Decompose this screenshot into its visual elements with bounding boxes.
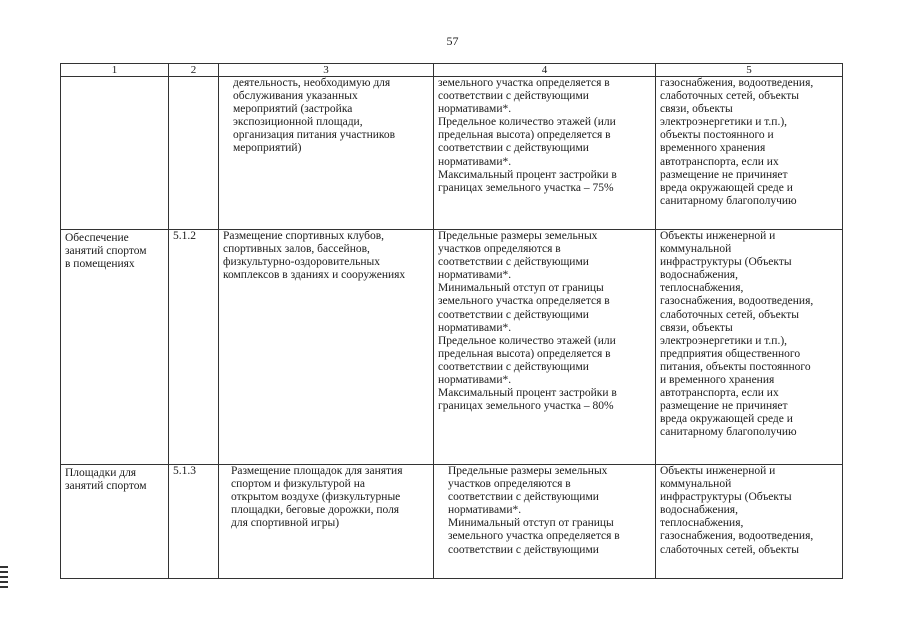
cell-text-line: деятельность, необходимую для [233, 77, 391, 89]
cell-text-line: теплоснабжения, [660, 517, 744, 530]
header-row [61, 64, 843, 77]
cell-text-line: Объекты инженерной и [660, 230, 776, 242]
cell-text-line: электроэнергетики и т.п.), [660, 116, 788, 129]
cell-text-line: связи, объекты [660, 321, 733, 334]
cell-text-line: Предельное количество этажей (или [438, 116, 616, 129]
use-code-cell [169, 230, 219, 465]
cell-text-line: слаботочных сетей, объекты [660, 543, 799, 556]
cell-text-line: Обеспечение [65, 232, 129, 244]
parameters-cell [434, 230, 656, 465]
cell-text-line: физкультурно-оздоровительных [223, 256, 380, 269]
cell-text-line: занятий спортом [65, 480, 147, 493]
table-row [61, 230, 843, 465]
cell-text-line: соответствии с действующими [438, 308, 589, 321]
cell-text-line: открытом воздухе (физкультурные [231, 491, 401, 504]
cell-text-line: земельного участка определяется в [438, 295, 610, 308]
cell-text-line: экспозиционной площади, [233, 116, 363, 129]
cell-text-line: объекты постоянного и [660, 129, 774, 142]
cell-text-line: Минимальный отступ от границы [438, 282, 604, 295]
cell-text-line: соответствии с действующими [448, 543, 599, 556]
cell-text-line: связи, объекты [660, 103, 733, 116]
cell-text-line: автотранспорта, если их [660, 155, 779, 168]
cell-text-line: границах земельного участка – 80% [438, 400, 614, 413]
cell-text-line: вреда окружающей среде и [660, 181, 793, 194]
table-row [61, 465, 843, 579]
cell-text-line: нормативами*. [448, 504, 522, 517]
cell-text-line: Размещение спортивных клубов, [223, 230, 385, 242]
cell-text-line: границах земельного участка – 75% [438, 181, 614, 194]
cell-text-line: занятий спортом [65, 245, 147, 258]
cell-text-line: площадки, беговые дорожки, поля [231, 504, 400, 517]
cell-text-line: и временного хранения [660, 374, 775, 387]
cell-text-line: в помещениях [65, 258, 135, 271]
column-header-5: 5 [656, 64, 843, 77]
cell-text-line: слаботочных сетей, объекты [660, 308, 799, 321]
use-description-cell [219, 465, 434, 579]
cell-text-line: мероприятий) [233, 142, 302, 155]
column-header-2: 2 [169, 64, 219, 77]
cell-text-line: теплоснабжения, [660, 282, 744, 295]
use-description-cell [219, 77, 434, 230]
cell-text-line: санитарному благополучию [660, 194, 797, 207]
column-header-1: 1 [61, 64, 169, 77]
cell-text-line: Объекты инженерной и [660, 465, 776, 477]
cell-text-line: автотранспорта, если их [660, 387, 779, 400]
use-name-cell [61, 465, 169, 579]
use-code-cell [169, 465, 219, 579]
cell-text-line: Предельные размеры земельных [438, 230, 598, 242]
cell-text-line: Минимальный отступ от границы [448, 517, 614, 530]
page-number: 57 [446, 34, 459, 48]
cell-text-line: водоснабжения, [660, 269, 738, 282]
cell-text-line: газоснабжения, водоотведения, [660, 295, 814, 308]
cell-text-line: обслуживания указанных [233, 90, 358, 103]
cell-text-line: размещение не причиняет [660, 168, 788, 181]
cell-text-line: участков определяются в [448, 478, 571, 491]
cell-text-line: инфраструктуры (Объекты [660, 491, 792, 504]
column-header-4: 4 [434, 64, 656, 77]
cell-text-line: спортивных залов, бассейнов, [223, 243, 370, 256]
cell-text-line: нормативами*. [438, 269, 512, 282]
table-row [61, 77, 843, 230]
cell-text-line: соответствии с действующими [438, 90, 589, 103]
cell-text-line: предельная высота) определяется в [438, 129, 611, 142]
cell-text-line: слаботочных сетей, объекты [660, 90, 799, 103]
auxiliary-uses-cell [656, 465, 843, 579]
cell-text-line: участков определяются в [438, 243, 561, 256]
cell-text-line: коммунальной [660, 243, 732, 256]
cell-text-line: нормативами*. [438, 374, 512, 387]
column-header-3: 3 [219, 64, 434, 77]
cell-text-line: земельного участка определяется в [438, 77, 610, 89]
margin-binding-marks [0, 566, 8, 591]
cell-text-line: организация питания участников [233, 129, 396, 142]
cell-text-line: нормативами*. [438, 155, 512, 168]
cell-text-line: соответствии с действующими [438, 256, 589, 269]
use-code-cell [169, 77, 219, 230]
cell-text-line: газоснабжения, водоотведения, [660, 77, 814, 89]
cell-text-line: 5.1.2 [173, 230, 196, 242]
cell-text-line: Предельное количество этажей (или [438, 334, 616, 347]
cell-text-line: спортом и физкультурой на [231, 478, 365, 491]
cell-text-line: вреда окружающей среде и [660, 413, 793, 426]
use-name-cell [61, 77, 169, 230]
cell-text-line: предприятия общественного [660, 347, 801, 360]
cell-text-line: соответствии с действующими [448, 491, 599, 504]
cell-text-line: мероприятий (застройка [233, 103, 353, 116]
cell-text-line: Предельные размеры земельных [448, 465, 608, 477]
cell-text-line: водоснабжения, [660, 504, 738, 517]
cell-text-line: санитарному благополучию [660, 426, 797, 439]
cell-text-line: Максимальный процент застройки в [438, 387, 617, 400]
cell-text-line: газоснабжения, водоотведения, [660, 530, 814, 543]
cell-text-line: инфраструктуры (Объекты [660, 256, 792, 269]
auxiliary-uses-cell [656, 77, 843, 230]
cell-text-line: для спортивной игры) [231, 517, 340, 530]
use-name-cell [61, 230, 169, 465]
parameters-cell [434, 77, 656, 230]
cell-text-line: временного хранения [660, 142, 766, 155]
cell-text-line: комплексов в зданиях и сооружениях [223, 269, 406, 282]
cell-text-line: Размещение площадок для занятия [231, 465, 403, 477]
cell-text-line: коммунальной [660, 478, 732, 491]
cell-text-line: нормативами*. [438, 321, 512, 334]
cell-text-line: соответствии с действующими [438, 142, 589, 155]
land-use-table [60, 63, 843, 579]
cell-text-line: Площадки для [65, 467, 137, 479]
cell-text-line: питания, объекты постоянного [660, 360, 811, 373]
cell-text-line: Максимальный процент застройки в [438, 168, 617, 181]
use-description-cell [219, 230, 434, 465]
auxiliary-uses-cell [656, 230, 843, 465]
cell-text-line: соответствии с действующими [438, 360, 589, 373]
cell-text-line: электроэнергетики и т.п.), [660, 334, 788, 347]
parameters-cell [434, 465, 656, 579]
cell-text-line: размещение не причиняет [660, 400, 788, 413]
cell-text-line: нормативами*. [438, 103, 512, 116]
cell-text-line: земельного участка определяется в [448, 530, 620, 543]
cell-text-line: предельная высота) определяется в [438, 347, 611, 360]
cell-text-line: 5.1.3 [173, 465, 196, 477]
